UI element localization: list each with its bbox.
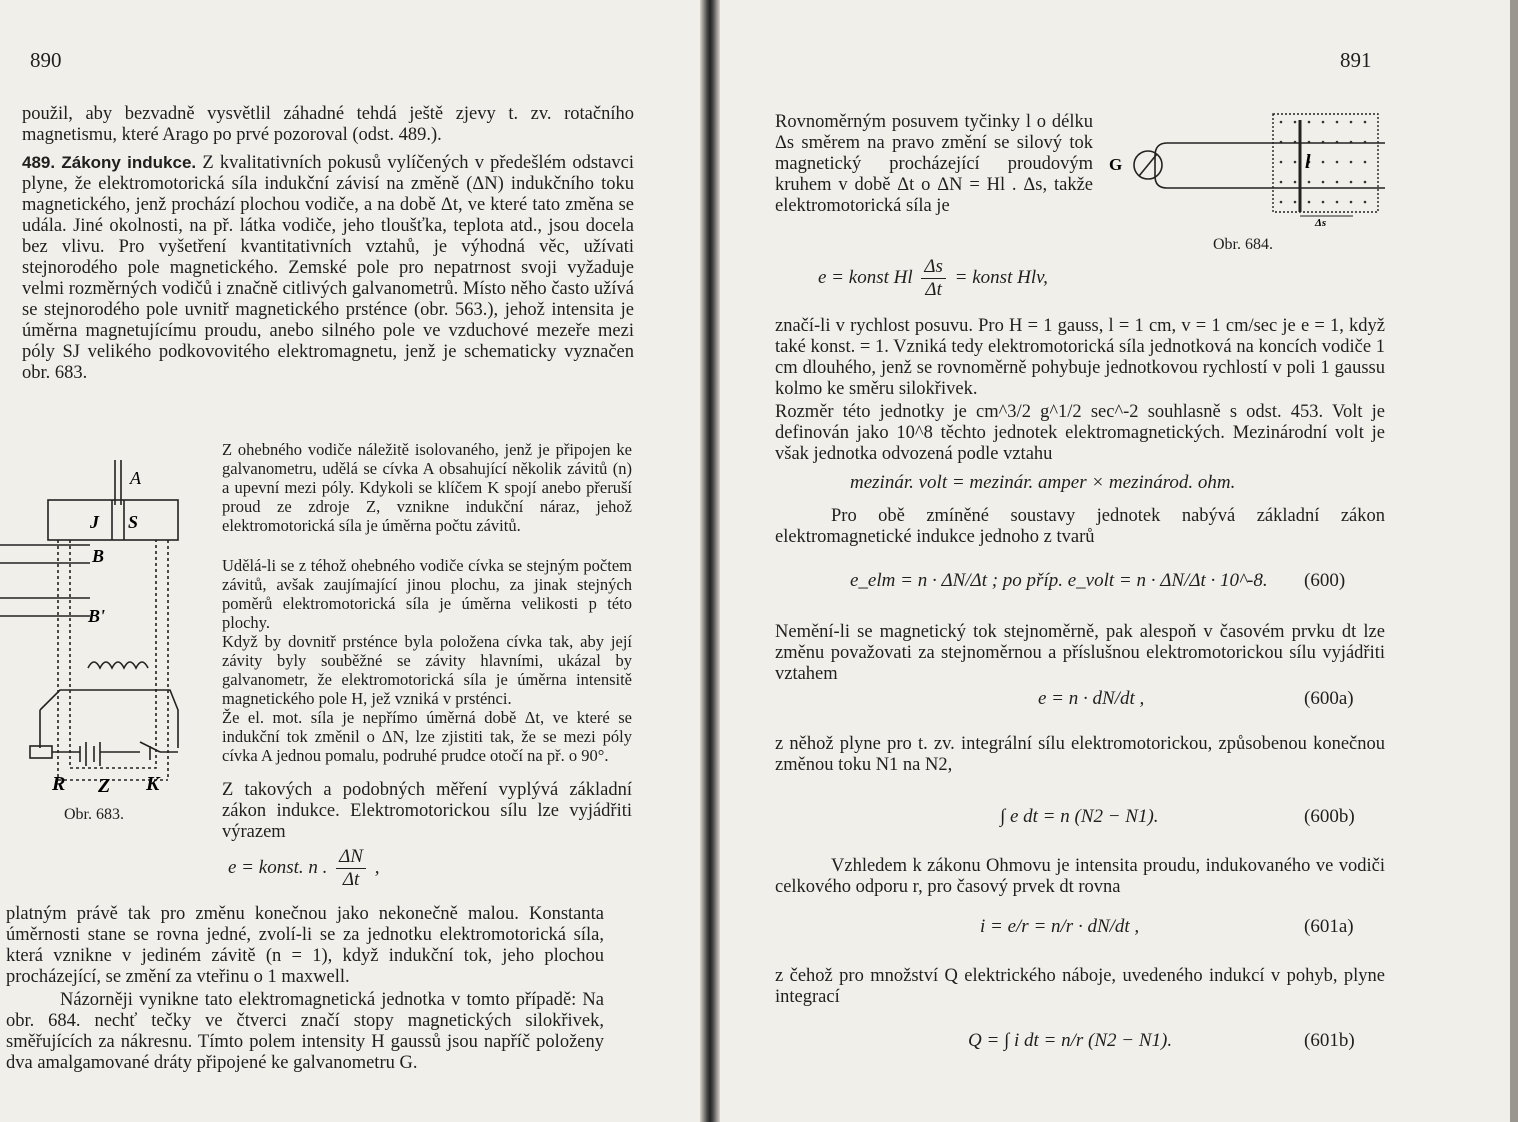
excitation-coil <box>88 662 148 668</box>
label-l: l <box>1305 151 1311 173</box>
label-b-prime: B' <box>88 606 106 626</box>
right-paragraph-7: Vzhledem k zákonu Ohmovu je intensita proudu, indukovaného ve vodiči celkového odporu r, pro časový prvek dt rovna <box>775 856 1385 897</box>
equation-600a-number: (600a) <box>1304 688 1354 709</box>
equation-rod-numerator: Δs <box>921 256 946 279</box>
rails <box>1167 143 1385 188</box>
equation-rod-fraction <box>921 256 946 301</box>
side-text-2: Udělá-li se z téhož ohebného vodiče cívka se stejným počtem závitů, avšak zaujímající jinou plochu, za jinak stejných poměrů elektromotorická síla je úměrna velikosti p této plochy. <box>222 556 632 632</box>
figure-683 <box>0 450 215 830</box>
label-delta-s: Δs <box>1315 217 1327 229</box>
equation-600b: ∫ e dt = n (N2 − N1). <box>1000 806 1159 827</box>
conductor-b <box>0 545 90 563</box>
outro-paragraph-1: platným právě tak pro změnu konečnou jako nekonečně malou. Konstanta úměrnosti stane se rovna jedné, zvolí-li se za jednotku elektromotorická síla, která vznikne v jediném závitě (n = 1), když indukční tok, jeho plochou procházející, se změní za vteřinu o 1 maxwell. <box>6 904 604 987</box>
side-text-3: Když by dovnitř prsténce byla položena cívka tak, aby její závity byly souběžné se závity hlavními, ukázal by galvanometr, že elektromotorická síla je úměrna intensitě magnetického pole H, jež vzniká v prsténci. <box>222 632 632 708</box>
equation-left-numerator: ΔN <box>336 846 366 869</box>
right-paragraph-6: z něhož plyne pro t. zv. integrální sílu elektromotorickou, způsobenou konečnou změnou toku N1 na N2, <box>775 734 1385 775</box>
page-number-right: 891 <box>1340 48 1372 72</box>
equation-rod <box>818 256 1048 301</box>
label-j: J <box>90 512 99 532</box>
label-g: G <box>1109 155 1123 174</box>
rheostat-r <box>30 746 52 758</box>
right-paragraph-3: Rozměr této jednotky je cm^3/2 g^1/2 sec^-2 souhlasně s odst. 453. Volt je definován jako 10^8 těchto jednotek elektromagnetických. Mezinárodní volt je však jednotka odvozená podle vztahu <box>775 402 1385 464</box>
right-paragraph-8: z čehož pro množství Q elektrického náboje, uvedeného indukcí v pohyb, plyne integrací <box>775 966 1385 1007</box>
section-paragraph <box>22 152 634 384</box>
label-r: R <box>52 773 66 795</box>
intro-text: použil, aby bezvadně vysvětlil záhadné tehdá ještě zjevy t. zv. rotačního magnetismu, které Arago po prvé pozoroval (odst. 489.). <box>22 104 634 145</box>
equation-601b: Q = ∫ i dt = n/r (N2 − N1). <box>968 1030 1173 1051</box>
equation-600: e_elm = n · ΔN/Δt ; po příp. e_volt = n · ΔN/Δt · 10^-8. <box>850 570 1268 591</box>
equation-600-number: (600) <box>1304 570 1346 591</box>
section-heading: 489. Zákony indukce. <box>22 153 197 172</box>
equation-601a-number: (601a) <box>1304 916 1354 937</box>
figure-684-caption: Obr. 684. <box>1213 236 1273 253</box>
battery-z <box>80 742 100 766</box>
page-number-left: 890 <box>30 48 62 72</box>
label-s: S <box>128 512 139 532</box>
book-gutter <box>700 0 720 1122</box>
equation-left <box>228 846 379 891</box>
right-paragraph-2: značí-li v rychlost posuvu. Pro H = 1 gauss, l = 1 cm, v = 1 cm/sec je e = 1, když také konst. = 1. Vzniká tedy elektromotorická síla jednotková na koncích vodiče 1 cm dlouhého, jenž se rovnoměrně pohybuje jednotkovou rychlostí v poli 1 gaussu kolmo ke směru silokřivek. <box>775 316 1385 399</box>
equation-601b-number: (601b) <box>1304 1030 1355 1051</box>
section-text: Z kvalitativních pokusů vylíčených v předešlém odstavci plyne, že elektromotorická síla indukční závisí na změně (ΔN) indukčního toku magnetického, jenž prochází plochou vodiče, a na době Δt, ve které tato změna se udála. Jiné okolnosti, na př. látka vodiče, jeho tloušťka, teplota atd., jsou docela bez vlivu. Pro vyšetření kvantitativních vztahů, je výhodná věc, užívati stejnorodého pole magnetického. Zemské pole pro nepatrnost svoji vyžaduje velmi rozměrných vodičů i značně citlivých galvanometrů. Místo něho často užívá se stejnorodého pole uvnitř magnetického prsténce (obr. 563.), jehož intensita je úměrna magnetujícímu proudu, anebo silného pole ve vzduchové mezeře mezi póly SJ velikého podkovovitého elektromagnetu, jenž je schematicky vyznačen obr. 683. <box>22 153 635 383</box>
figure-684 <box>1105 108 1395 243</box>
equation-international-volt: mezinár. volt = mezinár. amper × mezinárod. ohm. <box>850 472 1236 493</box>
equation-left-denominator: Δt <box>342 869 360 890</box>
label-z: Z <box>98 775 111 797</box>
label-a: A <box>130 468 141 488</box>
equation-600a: e = n · dN/dt , <box>1038 688 1145 709</box>
equation-left-lhs: e = konst. n . <box>228 856 328 878</box>
equation-left-fraction <box>336 846 366 891</box>
figure-683-caption: Obr. 683. <box>64 806 124 823</box>
side-text-4: Že el. mot. síla je nepřímo úměrná době Δt, ve které se indukční tok změnil o ΔN, lze zjistiti tak, že se mezi póly cívka A jednou pomalu, podruhé prudce otočí na př. o 90°. <box>222 708 632 765</box>
right-paragraph-5: Nemění-li se magnetický tok stejnoměrně, pak alespoň v časovém prvku dt lze změnu považovati za stejnoměrnou a příslušnou elektromotorickou sílu vyjádřiti vztahem <box>775 622 1385 684</box>
equation-rod-lhs: e = konst Hl <box>818 266 913 288</box>
magnet-yoke <box>58 540 168 780</box>
right-page <box>720 0 1518 1122</box>
side-text-1: Z ohebného vodiče náležitě isolovaného, jenž je připojen ke galvanometru, udělá se cívka A obsahující několik závitů (n) a upevní mezi póly. Kdykoli se klíčem K spojí anebo přeruší proud ze zdroje Z, vznikne indukční náraz, jehož elektromotorická síla je úměrna počtu závitů. <box>222 440 632 535</box>
coil-wire <box>115 460 121 505</box>
page-edge <box>1510 0 1518 1122</box>
field-dots <box>1280 121 1367 204</box>
equation-rod-denominator: Δt <box>925 279 942 300</box>
equation-601a: i = e/r = n/r · dN/dt , <box>980 916 1140 937</box>
pole-pieces <box>48 500 178 540</box>
label-k: K <box>146 773 160 795</box>
right-paragraph-1: Rovnoměrným posuvem tyčinky l o délku Δs směrem na pravo změní se silový tok magnetický procházející proudovým kruhem v době Δt o ΔN = Hl . Δs, takže elektromotorická síla je <box>775 112 1093 216</box>
equation-rod-rhs: = konst Hlv, <box>954 266 1048 288</box>
right-paragraph-4: Pro obě zmíněné soustavy jednotek nabývá základní zákon elektromagnetické indukce jednoho z tvarů <box>775 506 1385 547</box>
key-k <box>140 742 160 760</box>
conductor-b-prime <box>0 598 90 616</box>
label-b: B <box>92 546 105 566</box>
side-text-5: Z takových a podobných měření vyplývá základní zákon indukce. Elektromotorickou sílu lze vyjádřiti výrazem <box>222 780 632 842</box>
outro-paragraph-2: Názorněji vynikne tato elektromagnetická jednotka v tomto případě: Na obr. 684. nechť tečky ve čtverci značí stopy magnetických silokřivek, směřujících za nákresnu. Tímto polem intensity H gaussů jsou napříč položeny dva amalgamované dráty připojené ke galvanometru G. <box>6 990 604 1073</box>
equation-left-tail: , <box>374 856 380 878</box>
left-page <box>0 0 700 1122</box>
equation-600b-number: (600b) <box>1304 806 1355 827</box>
